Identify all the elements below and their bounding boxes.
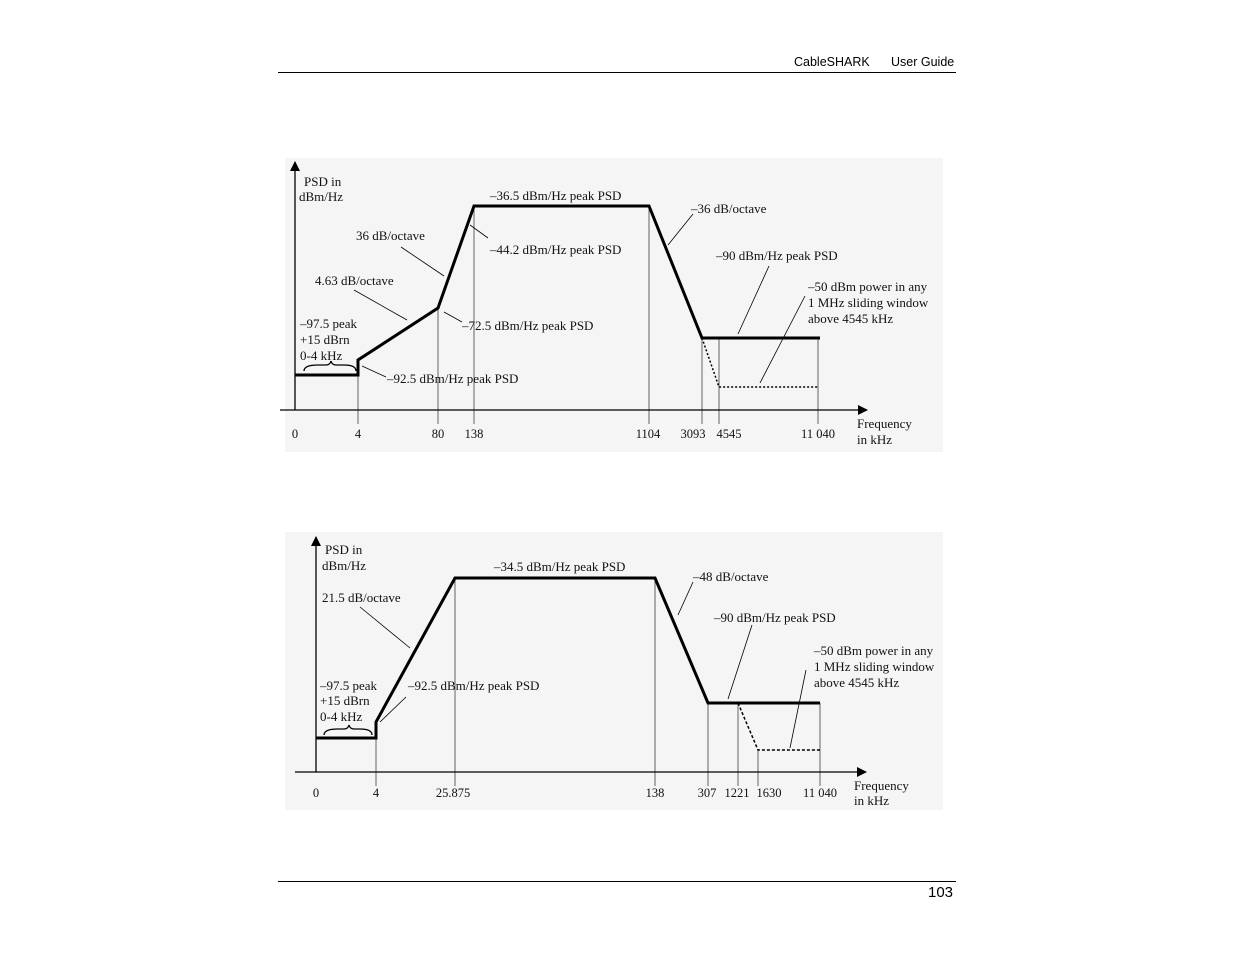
chart-2-xlabel-1: Frequency bbox=[854, 778, 909, 793]
chart-1-leader bbox=[362, 366, 386, 377]
chart-2-xlabel-2: in kHz bbox=[854, 793, 890, 808]
chart-1-tick-80: 80 bbox=[431, 427, 445, 441]
chart-2-label-peak-top: –34.5 dBm/Hz peak PSD bbox=[494, 559, 626, 574]
chart-1-tick-0: 0 bbox=[291, 427, 299, 441]
header-product: CableSHARK bbox=[794, 55, 870, 69]
chart-2-label-voice-3: 0-4 kHz bbox=[320, 709, 363, 724]
chart-2-label-window-2: 1 MHz sliding window bbox=[814, 659, 935, 674]
footer-rule bbox=[278, 881, 956, 882]
chart-1-xlabel-1: Frequency bbox=[857, 416, 912, 431]
chart-2-tick-0: 0 bbox=[312, 786, 320, 800]
chart-1-label-window-1: –50 dBm power in any bbox=[808, 279, 928, 294]
chart-2-tick-1221: 1221 bbox=[724, 786, 750, 800]
chart-1-sliding-window-line bbox=[702, 338, 818, 387]
header-guide: User Guide bbox=[891, 55, 955, 69]
chart-1-tick-3093: 3093 bbox=[680, 427, 706, 441]
chart-2-tick-25875: 25.875 bbox=[435, 786, 471, 800]
chart-2-label-voice-1: –97.5 peak bbox=[320, 678, 378, 693]
chart-1-label-slope-up-steep: 36 dB/octave bbox=[356, 228, 425, 243]
chart-2-tick-4: 4 bbox=[372, 786, 380, 800]
chart-2-label-slope-up: 21.5 dB/octave bbox=[322, 590, 401, 605]
chart-2-tick-307: 307 bbox=[697, 786, 717, 800]
chart-2-leader bbox=[360, 607, 410, 648]
chart-2-leader bbox=[678, 582, 693, 615]
page-number: 103 bbox=[928, 884, 954, 901]
chart-2-ylabel-1: PSD in bbox=[325, 542, 363, 557]
chart-1-tick-1104: 1104 bbox=[635, 427, 661, 441]
chart-2-tick-11040: 11 040 bbox=[803, 786, 837, 800]
chart-1-label-voice-3: 0-4 kHz bbox=[300, 348, 343, 363]
chart-1-ylabel-1: PSD in bbox=[304, 174, 342, 189]
chart-1-leader bbox=[738, 266, 769, 334]
chart-1-tick-4545: 4545 bbox=[716, 427, 742, 441]
chart-1-tick-11040: 11 040 bbox=[801, 427, 835, 441]
chart-1 bbox=[280, 162, 929, 447]
chart-1-ylabel-2: dBm/Hz bbox=[299, 189, 344, 204]
chart-1-leader bbox=[444, 312, 462, 322]
chart-1-label-window-3: above 4545 kHz bbox=[808, 311, 894, 326]
chart-1-leader bbox=[470, 225, 488, 238]
chart-2-label-peak-925: –92.5 dBm/Hz peak PSD bbox=[408, 678, 540, 693]
chart-1-tick-138: 138 bbox=[464, 427, 484, 441]
chart-2-brace bbox=[324, 725, 372, 735]
chart-2-label-stopband: –90 dBm/Hz peak PSD bbox=[714, 610, 836, 625]
chart-1-leader bbox=[668, 214, 693, 245]
chart-2-ylabel-2: dBm/Hz bbox=[322, 558, 367, 573]
chart-2-label-slope-down: –48 dB/octave bbox=[693, 569, 769, 584]
chart-2-leader bbox=[790, 670, 806, 748]
chart-1-tick-4: 4 bbox=[354, 427, 362, 441]
chart-2-tick-138: 138 bbox=[645, 786, 665, 800]
chart-2 bbox=[295, 537, 935, 808]
chart-2-leader bbox=[728, 625, 752, 699]
chart-1-label-window-2: 1 MHz sliding window bbox=[808, 295, 929, 310]
chart-1-label-slope-down: –36 dB/octave bbox=[691, 201, 767, 216]
chart-1-label-peak-442: –44.2 dBm/Hz peak PSD bbox=[490, 242, 622, 257]
chart-2-label-window-1: –50 dBm power in any bbox=[814, 643, 934, 658]
chart-2-tick-1630: 1630 bbox=[756, 786, 782, 800]
chart-1-label-slope-up-shallow: 4.63 dB/octave bbox=[315, 273, 394, 288]
chart-1-label-peak-725: –72.5 dBm/Hz peak PSD bbox=[462, 318, 594, 333]
chart-1-label-peak-925: –92.5 dBm/Hz peak PSD bbox=[387, 371, 519, 386]
chart-2-label-window-3: above 4545 kHz bbox=[814, 675, 900, 690]
chart-1-label-peak-top: –36.5 dBm/Hz peak PSD bbox=[490, 188, 622, 203]
chart-1-label-voice-1: –97.5 peak bbox=[300, 316, 358, 331]
chart-2-label-voice-2: +15 dBrn bbox=[320, 693, 370, 708]
chart-1-leader bbox=[354, 290, 407, 320]
chart-1-label-voice-2: +15 dBrn bbox=[300, 332, 350, 347]
chart-1-label-stopband: –90 dBm/Hz peak PSD bbox=[716, 248, 838, 263]
chart-1-xlabel-2: in kHz bbox=[857, 432, 893, 447]
chart-2-sliding-window-line bbox=[738, 703, 820, 750]
chart-1-leader bbox=[401, 247, 444, 276]
